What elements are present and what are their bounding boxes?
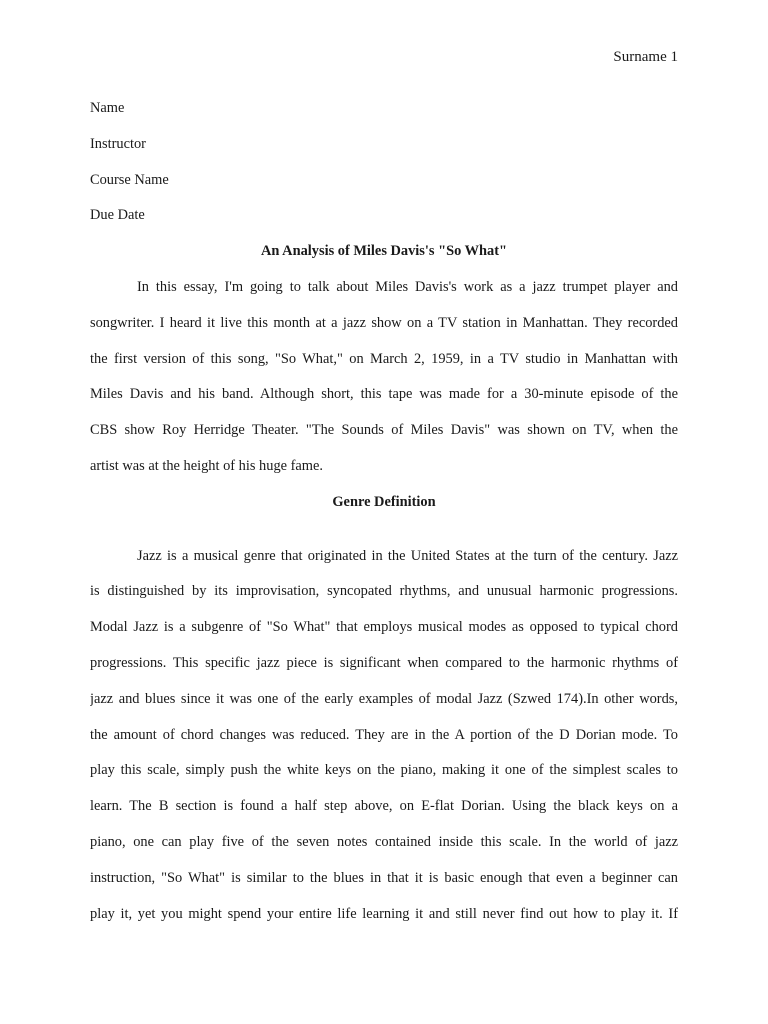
paragraph-line: In this essay, I'm going to talk about Miles Davis's work as a jazz trumpet player and bbox=[137, 278, 678, 295]
instructor-name: Instructor bbox=[90, 135, 146, 152]
document-body bbox=[90, 91, 678, 932]
paragraph-line: is distinguished by its improvisation, syncopated rhythms, and unusual harmonic progressions. bbox=[90, 583, 678, 600]
paragraph-line: the first version of this song, "So What," on March 2, 1959, in a TV studio in Manhattan with bbox=[90, 350, 678, 367]
paragraph-line: play this scale, simply push the white keys on the piano, making it one of the simplest scales to bbox=[90, 762, 678, 779]
essay-title: An Analysis of Miles Davis's "So What" bbox=[260, 243, 507, 260]
paragraph-line: progressions. This specific jazz piece is significant when compared to the harmonic rhythms of bbox=[90, 654, 678, 671]
genre-paragraph bbox=[90, 539, 678, 933]
intro-paragraph bbox=[90, 270, 678, 485]
due-date: Due Date bbox=[90, 207, 145, 224]
paragraph-line: artist was at the height of his huge fame. bbox=[90, 457, 323, 474]
paragraph-line: Modal Jazz is a subgenre of "So What" that employs musical modes as opposed to typical chord bbox=[90, 619, 678, 636]
paragraph-line: CBS show Roy Herridge Theater. "The Sounds of Miles Davis" was shown on TV, when the bbox=[90, 422, 678, 439]
paragraph-line: the amount of chord changes was reduced. They are in the A portion of the D Dorian mode. To bbox=[90, 726, 678, 743]
paragraph-line: Jazz is a musical genre that originated in the United States at the turn of the century. Jazz bbox=[137, 547, 678, 564]
section-spacer bbox=[90, 521, 678, 539]
paragraph-line: instruction, "So What" is similar to the blues in that it is basic enough that even a beginner can bbox=[90, 869, 678, 886]
course-name: Course Name bbox=[90, 171, 169, 188]
paragraph-line: jazz and blues since it was one of the early examples of modal Jazz (Szwed 174).In other words, bbox=[90, 690, 678, 707]
paragraph-line: learn. The B section is found a half step above, on E-flat Dorian. Using the black keys on a bbox=[90, 798, 678, 815]
student-name: Name bbox=[90, 100, 125, 116]
paragraph-line: songwriter. I heard it live this month at a jazz show on a TV station in Manhattan. They recorded bbox=[90, 314, 678, 331]
paragraph-line: Miles Davis and his band. Although short, this tape was made for a 30-minute episode of the bbox=[90, 386, 678, 403]
paragraph-line: play it, yet you might spend your entire life learning it and still never find out how to play it. If bbox=[90, 905, 678, 922]
page-header-surname: Surname 1 bbox=[613, 49, 678, 65]
section-heading: Genre Definition bbox=[332, 493, 436, 510]
paragraph-line: piano, one can play five of the seven notes contained inside this scale. In the world of jazz bbox=[90, 833, 678, 850]
